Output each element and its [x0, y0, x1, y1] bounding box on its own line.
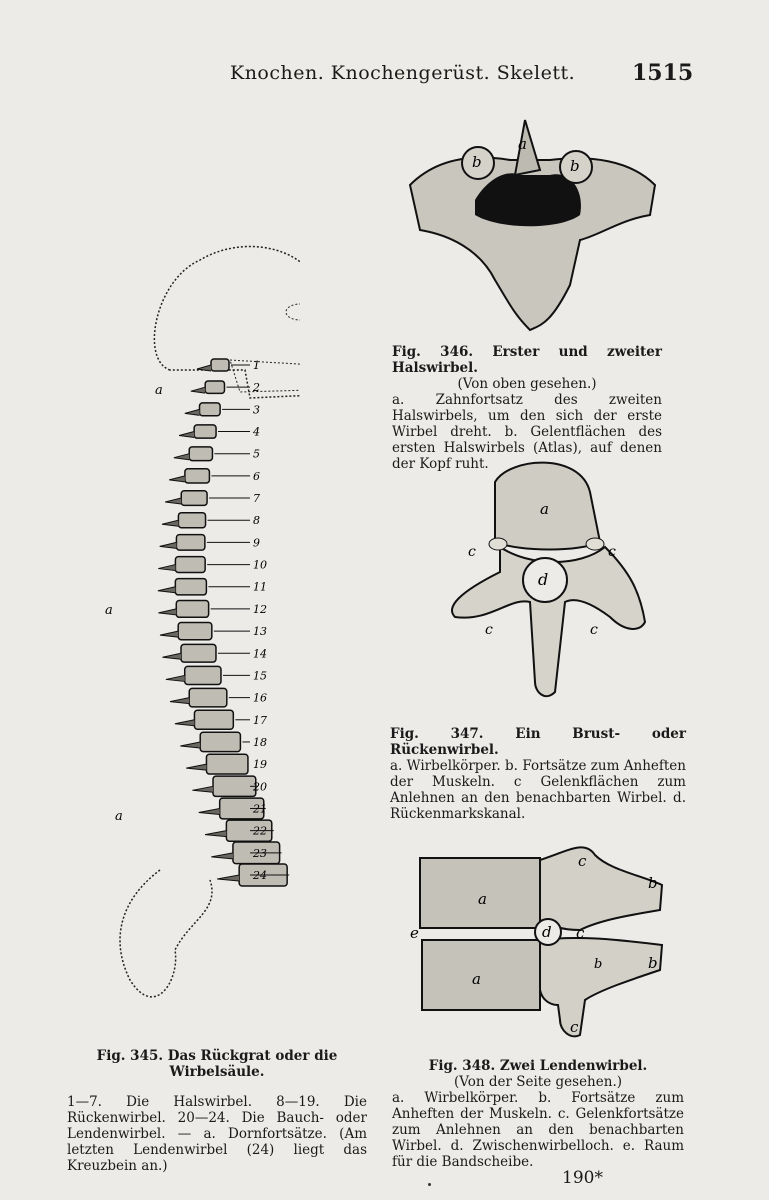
vertebra-9 [176, 535, 204, 550]
spine-letter-a-2: a [105, 603, 113, 618]
spinous-process-11 [158, 587, 175, 593]
spinous-process-10 [158, 565, 175, 571]
fig345-caption [67, 1048, 367, 1174]
figure-348-vertebrae [410, 840, 670, 1050]
vertebra-label-6: 6 [253, 469, 260, 483]
page-number: 1515 [632, 60, 694, 86]
fig346-letter-a: a [518, 135, 527, 153]
spine-body [158, 359, 287, 886]
fig348-letter-a-top: a [478, 890, 487, 908]
spinous-process-20 [192, 786, 213, 792]
vertebra-label-18: 18 [253, 735, 267, 749]
vertebra-label-22: 22 [253, 824, 267, 838]
vertebra-label-23: 23 [253, 846, 267, 860]
figure-346-vertebra [400, 115, 660, 335]
vertebra-5 [189, 447, 212, 461]
fig346-subtitle: (Von oben gesehen.) [457, 376, 597, 392]
vertebra-label-20: 20 [253, 780, 267, 794]
vertebra-label-7: 7 [253, 492, 260, 506]
spinous-process-15 [166, 675, 185, 681]
page-dot [428, 1183, 431, 1186]
vertebra-10 [175, 557, 205, 573]
fig348-letter-a-bottom: a [472, 970, 481, 988]
skull-outline [154, 247, 300, 399]
vertebra-16 [189, 688, 227, 707]
vertebra-3 [200, 403, 221, 416]
vertebra-label-15: 15 [253, 669, 267, 683]
spine-letter-a-1: a [155, 383, 163, 398]
fig345-title: Fig. 345. Das Rückgrat oder die Wirbelsäule. [96, 1048, 338, 1080]
spine-letter-a-3: a [115, 809, 123, 824]
vertebra-11 [175, 579, 206, 595]
fig347-letter-c-right: c [608, 544, 616, 560]
vertebra-label-21: 21 [253, 802, 267, 816]
vertebra-7 [181, 491, 207, 506]
fig347-letter-a: a [540, 500, 549, 518]
vertebra-label-19: 19 [253, 758, 267, 772]
spinous-process-9 [160, 542, 177, 548]
vertebra-label-16: 16 [253, 691, 267, 705]
spinous-process-8 [162, 520, 178, 526]
spinous-process-22 [205, 831, 226, 837]
vertebra-2 [205, 381, 224, 393]
fig348-caption [392, 1058, 684, 1170]
fig346-letter-b-left: b [472, 153, 482, 171]
fig348-letter-b-mid: b [594, 957, 603, 972]
fig345-text: 1—7. Die Halswirbel. 8—19. Die Rückenwirbel. 20—24. Die Bauch- oder Lendenwirbel. — a. Dornfortsätze. (Am letzten Lendenwirbel (24) liegt das Kreuzbein an.) [67, 1094, 367, 1174]
vertebra-6 [185, 469, 210, 483]
fig348-letter-c-bottom: c [570, 1018, 579, 1036]
fig348-letter-d: d [542, 923, 552, 941]
spinous-process-17 [175, 720, 195, 726]
fig346-title: Fig. 346. Erster und zweiter Halswirbel. [392, 344, 662, 376]
sacrum-outline [120, 870, 212, 997]
fig348-letter-c-mid: c [576, 924, 585, 942]
vertebra-label-1: 1 [253, 359, 260, 372]
signature-mark: 190* [562, 1168, 603, 1188]
vertebra-15 [185, 666, 221, 684]
figure-347-vertebra [440, 452, 670, 722]
fig347-title: Fig. 347. Ein Brust- oder Rückenwirbel. [390, 726, 686, 758]
fig346-letter-b-right: b [570, 157, 580, 175]
spinous-process-3 [185, 409, 200, 415]
vertebra-label-17: 17 [253, 713, 267, 727]
vertebra-label-3: 3 [253, 403, 260, 417]
vertebra-label-9: 9 [253, 536, 260, 550]
vertebra-label-14: 14 [253, 647, 267, 661]
spinous-process-19 [186, 764, 206, 770]
vertebra-12 [176, 601, 208, 618]
vertebra-17 [194, 710, 233, 729]
vertebra-8 [178, 513, 205, 528]
fig348-letter-e: e [410, 924, 419, 942]
vertebra-label-10: 10 [253, 558, 267, 572]
vertebra-label-5: 5 [253, 447, 260, 461]
spinous-process-21 [199, 808, 220, 814]
spinous-process-18 [180, 742, 200, 748]
vertebra-1 [211, 359, 229, 371]
fig348-letter-b-bottom: b [648, 954, 658, 972]
vertebra-20 [213, 776, 256, 796]
vertebra-label-24: 24 [253, 869, 267, 882]
figure-345-spine [100, 220, 300, 1040]
fig346-text: a. Zahnfortsatz des zweiten Halswirbels, um den sich der erste Wirbel dreht. b. Gelentflächen des ersten Halswirbels (Atlas), auf denen der Kopf ruht. [392, 392, 662, 472]
fig347-letter-c-lower-right: c [590, 622, 598, 638]
fig347-letter-d: d [538, 570, 549, 589]
spinous-process-23 [211, 853, 233, 859]
vertebra-4 [194, 425, 216, 438]
vertebra-13 [178, 622, 212, 639]
spinous-process-13 [160, 631, 178, 637]
spinous-process-14 [162, 653, 181, 659]
spinous-process-4 [179, 432, 194, 438]
vertebra-19 [206, 754, 247, 774]
running-header: Knochen. Knochengerüst. Skelett. [230, 62, 576, 84]
vertebra-label-11: 11 [253, 580, 267, 594]
vertebra-18 [200, 732, 240, 751]
fig348-letter-b-top: b [648, 874, 658, 892]
fig348-text: a. Wirbelkörper. b. Fortsätze zum Anheften der Muskeln. c. Gelenkfortsätze zum Anlehnen an den benachbarten Wirbel. d. Zwischenwirbelloch. e. Raum für die Bandscheibe. [392, 1090, 684, 1170]
spinous-process-16 [170, 698, 189, 704]
spinous-process-7 [165, 498, 181, 504]
vertebra-label-4: 4 [253, 425, 260, 439]
vertebra-14 [181, 644, 216, 662]
spinous-process-6 [169, 476, 185, 482]
fig347-caption [390, 726, 686, 822]
spinous-process-5 [174, 454, 189, 460]
fig348-title: Fig. 348. Zwei Lendenwirbel. [428, 1058, 648, 1074]
vertebra-label-13: 13 [253, 625, 267, 639]
spinous-process-12 [158, 609, 176, 615]
fig347-letter-c-left: c [468, 544, 476, 560]
spinous-process-24 [217, 875, 239, 881]
spinous-process-2 [191, 387, 205, 393]
vertebra-label-2: 2 [253, 381, 260, 395]
spinous-process-1 [197, 365, 211, 371]
vertebra-label-12: 12 [253, 602, 267, 616]
vertebra-label-8: 8 [253, 514, 260, 528]
fig348-letter-c-top: c [578, 852, 587, 870]
fig348-subtitle: (Von der Seite gesehen.) [453, 1074, 622, 1090]
fig347-text: a. Wirbelkörper. b. Fortsätze zum Anheften der Muskeln. c Gelenkflächen zum Anlehnen an den benachbarten Wirbel. d. Rückenmarkskanal. [390, 758, 686, 822]
fig347-letter-c-lower-left: c [485, 622, 493, 638]
